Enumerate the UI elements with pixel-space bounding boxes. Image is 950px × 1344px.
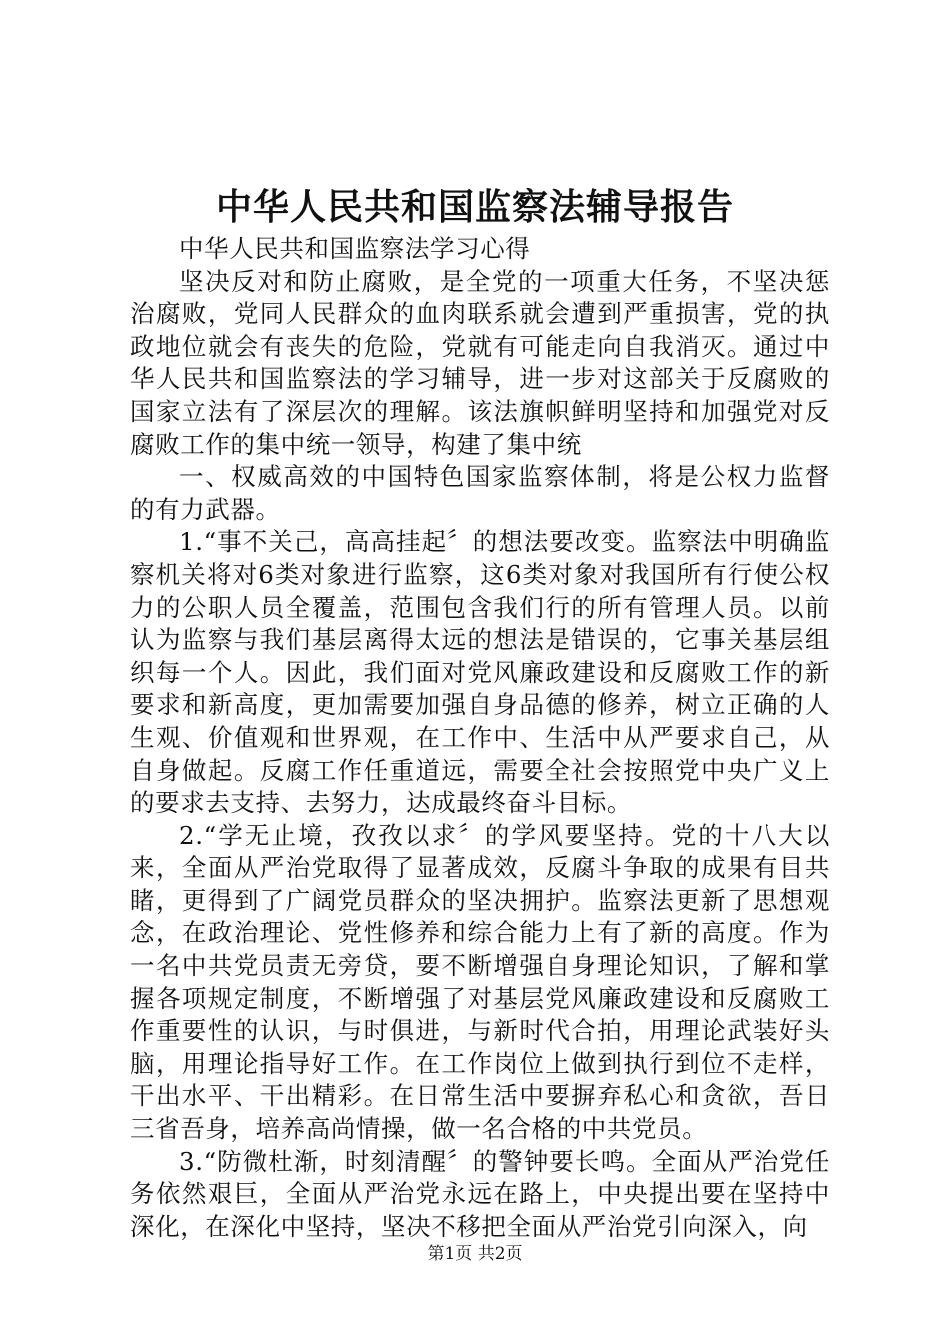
page-footer: 第1页 共2页: [427, 1244, 523, 1264]
paragraph-section-one: 一、权威高效的中国特色国家监察体制，将是公权力监督的有力武器。: [130, 462, 830, 524]
paragraph-point-3: 3.“防微杜渐，时刻清醒〞的警钟要长鸣。全面从严治党任务依然艰巨，全面从严治党永远在路上，中央提出要在坚持中深化，在深化中坚持，坚决不移把全面从严治党引向深入，向: [130, 1146, 830, 1241]
paragraph-point-1: 1.“事不关己，高高挂起〞的想法要改变。监察法中明确监察机关将对6类对象进行监察，这6类对象对我国所有行使公权力的公职人员全覆盖，范围包含我们行的所有管理人员。以前认为监察与我们基层离得太远的想法是错误的，它事关基层组织每一个人。因此，我们面对党风廉政建设和反腐败工作的新要求和新高度，更加需要加强自身品德的修养，树立正确的人生观、价值观和世界观，在工作中、生活中从严要求自己，从自身做起。反腐工作任重道远，需要全社会按照党中央广义上的要求去支持、去努力，达成最终奋斗目标。: [130, 527, 830, 818]
document-title: 中华人民共和国监察法辅导报告: [215, 186, 734, 228]
paragraph-intro: 坚决反对和防止腐败，是全党的一项重大任务，不坚决惩治腐败，党同人民群众的血肉联系就会遭到严重损害，党的执政地位就会有丧失的危险，党就有可能走向自我消灭。通过中华人民共和国监察法的学习辅导，进一步对这部关于反腐败的国家立法有了深层次的理解。该法旗帜鲜明坚持和加强党对反腐败工作的集中统一领导，构建了集中统: [130, 266, 830, 459]
document-subtitle: 中华人民共和国监察法学习心得: [179, 234, 531, 263]
document-body: [130, 233, 830, 1243]
paragraph-point-2: 2.“学无止境，孜孜以求〞的学风要坚持。党的十八大以来，全面从严治党取得了显著成效，反腐斗争取的成果有目共睹，更得到了广阔党员群众的坚决拥护。监察法更新了思想观念，在政治理论、党性修养和综合能力上有了新的高度。作为一名中共党员责无旁贷，要不断增强自身理论知识，了解和掌握各项规定制度，不断增强了对基层党风廉政建设和反腐败工作重要性的认识，与时俱进，与新时代合拍，用理论武装好头脑，用理论指导好工作。在工作岗位上做到执行到位不走样，干出水平、干出精彩。在日常生活中要摒弃私心和贪欲，吾日三省吾身，培养高尚情操，做一名合格的中共党员。: [130, 820, 830, 1144]
